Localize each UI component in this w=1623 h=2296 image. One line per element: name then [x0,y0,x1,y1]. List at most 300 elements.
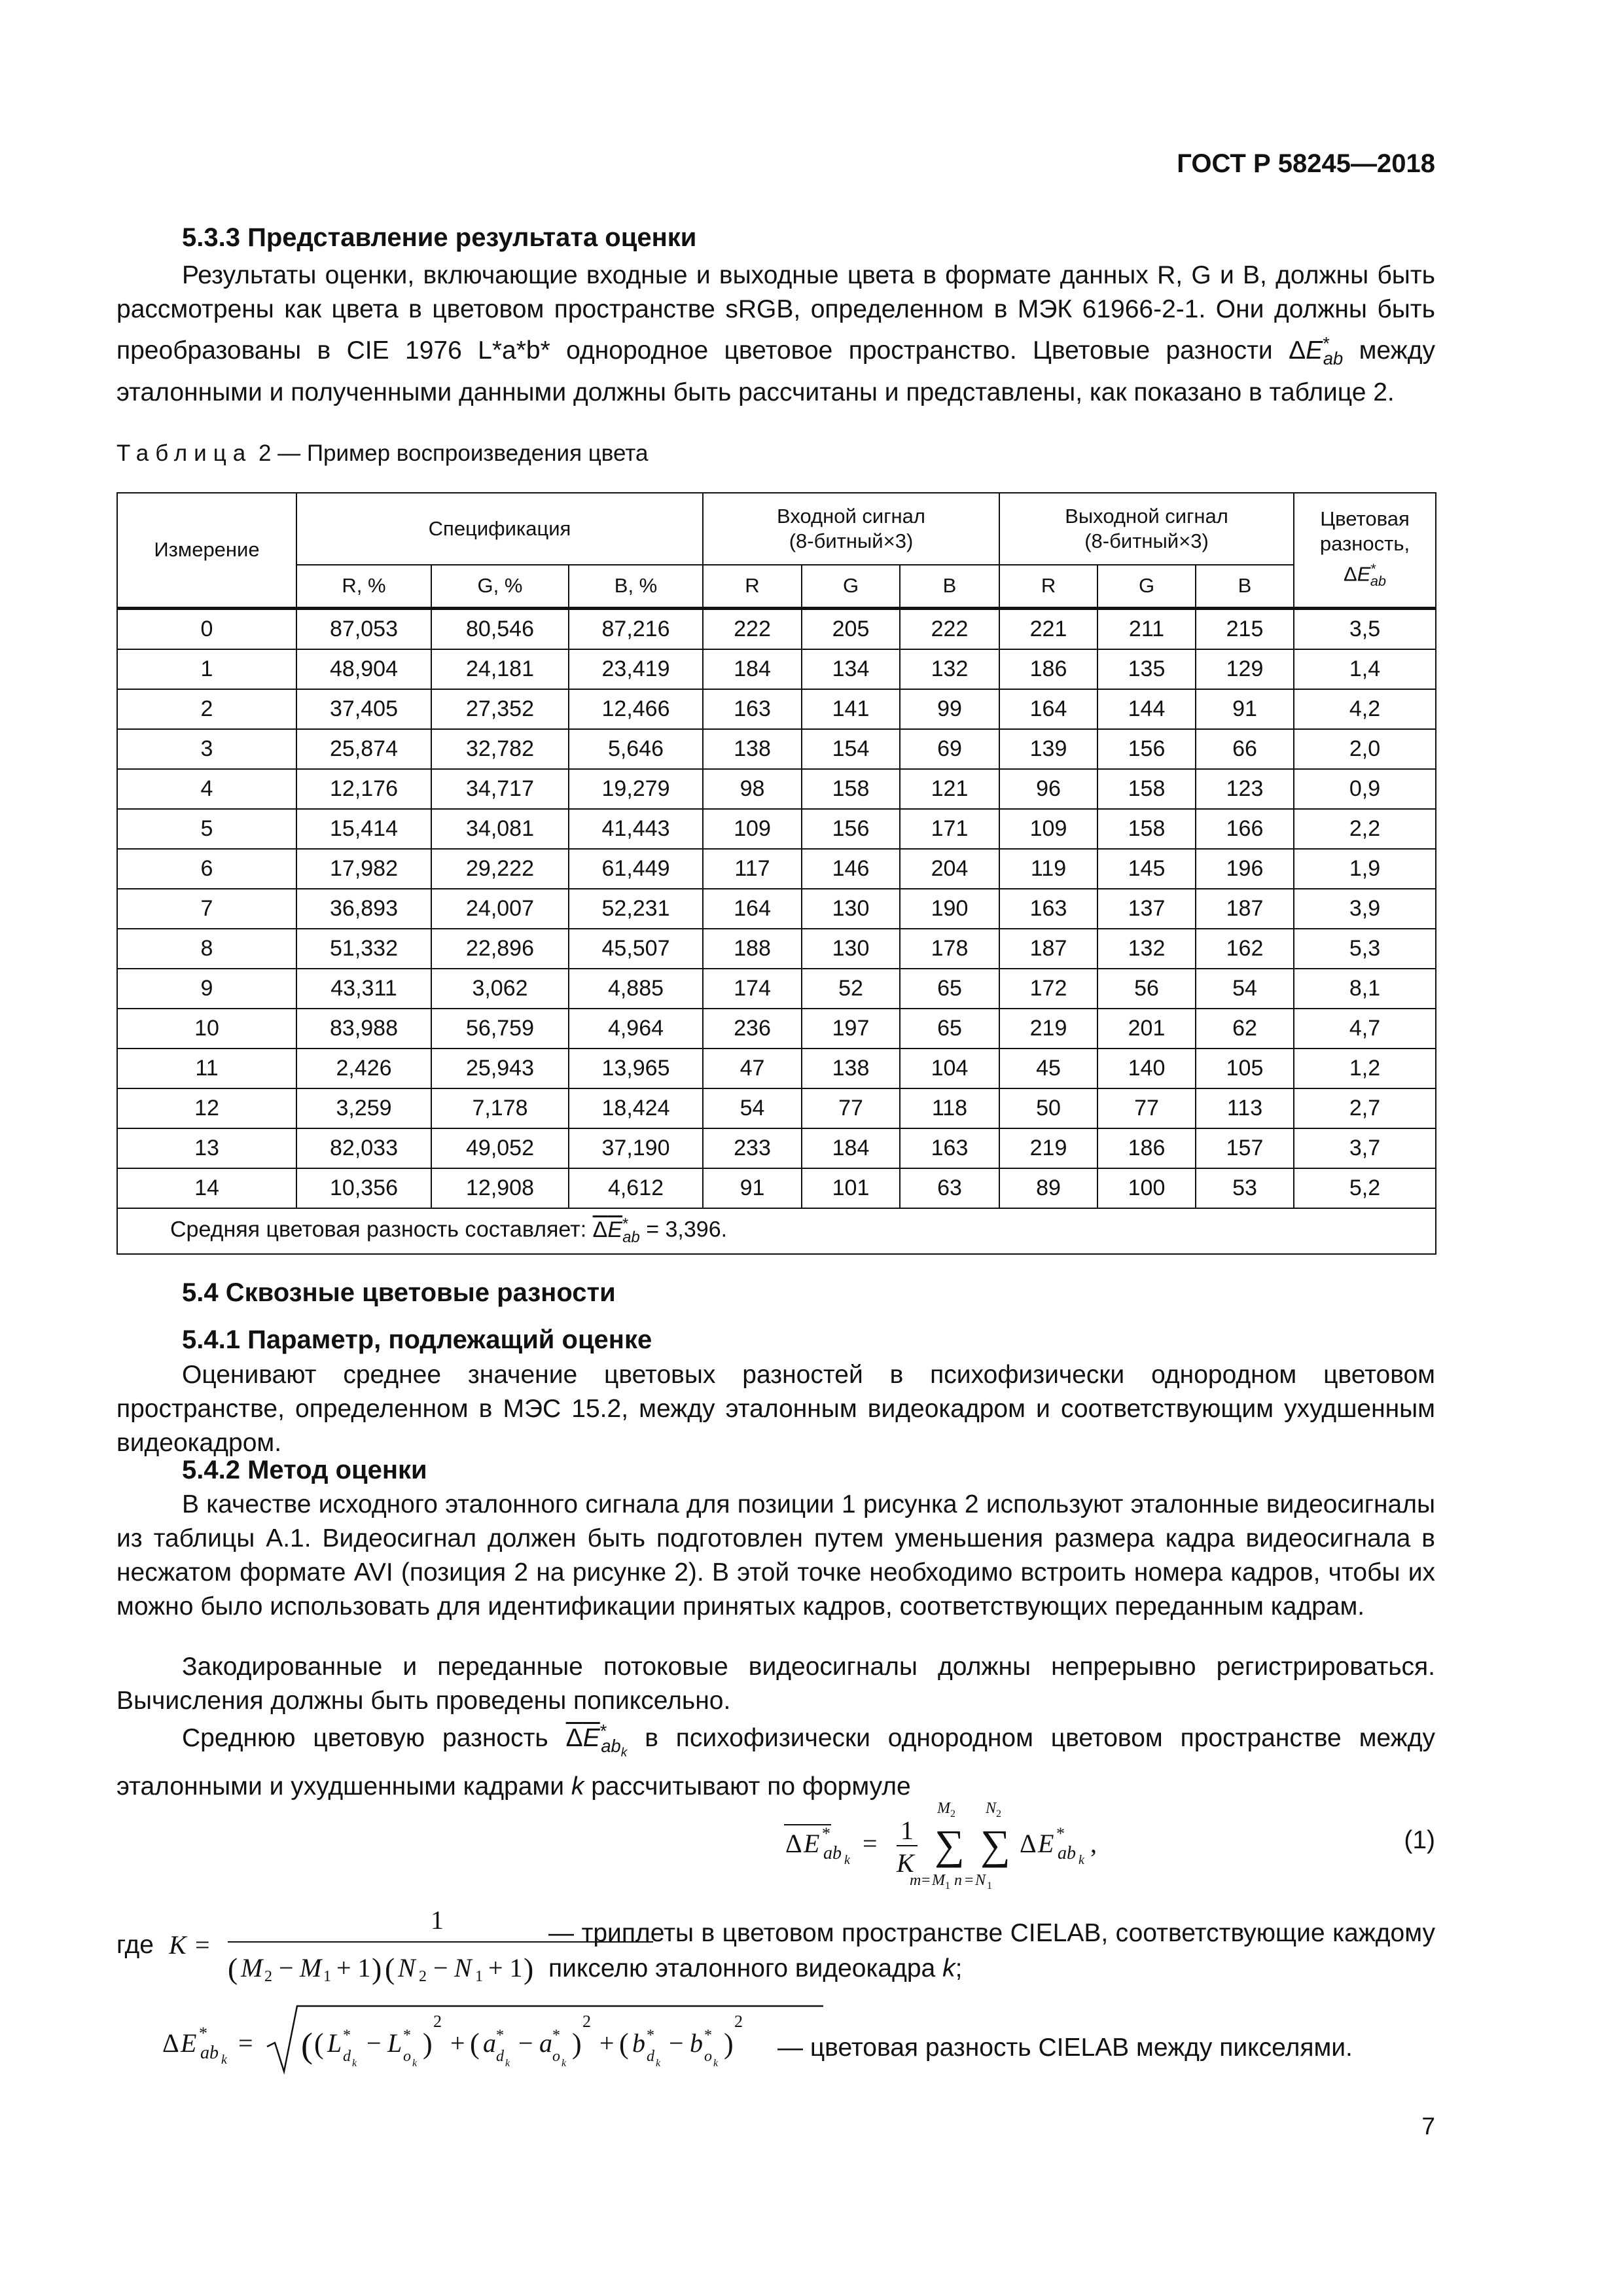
table-cell: 188 [703,929,802,969]
table-cell: 52,231 [569,889,703,929]
svg-text:K: K [169,1930,187,1960]
table-cell: 99 [900,689,999,729]
section-5-4-1-body: Оценивают среднее значение цветовых разностей в психофизически однородном цветовом пространстве, определенном в МЭС 15.2, между эталонным видеокадром и соответствующим ухудшенным видеокадром. [116,1361,1435,1457]
table-cell: 4,964 [569,1009,703,1049]
table-cell: 9 [117,969,296,1009]
svg-text:∑: ∑ [980,1821,1010,1868]
svg-text:): ) [524,1952,534,1985]
header-output-b: B [1196,565,1294,608]
table-cell: 91 [1196,689,1294,729]
svg-text:*: * [647,2027,654,2044]
table-caption-text: 2 — Пример воспроизведения цвета [258,440,649,466]
table-cell: 23,419 [569,649,703,689]
header-color-diff [1294,493,1436,608]
where-prefix: где [116,1931,154,1959]
svg-text:1: 1 [987,1880,992,1892]
table-cell: 45,507 [569,929,703,969]
table-cell: 105 [1196,1049,1294,1088]
header-measurement: Измерение [117,493,296,608]
table-cell: 2,7 [1294,1088,1436,1128]
svg-text:k: k [656,2058,661,2069]
section-5-4-2-body3c: рассчитывают по формуле [591,1772,911,1801]
table-cell: 118 [900,1088,999,1128]
svg-text:o: o [704,2048,712,2065]
table-cell: 101 [802,1168,900,1208]
table-cell: 8,1 [1294,969,1436,1009]
svg-text:d: d [496,2048,504,2065]
svg-text:(: ( [314,2028,324,2060]
svg-text:2: 2 [950,1808,955,1820]
delta-e-formula-graphic [162,2000,830,2085]
table-cell: 12 [117,1088,296,1128]
svg-text:(: ( [301,2026,313,2065]
table-cell: 4,885 [569,969,703,1009]
table-cell: 121 [900,769,999,809]
section-5-4-2-body1: В качестве исходного эталонного сигнала для позиции 1 рисунка 2 используют эталонные видеосигналы из таблицы А.1. Видеосигнал должен быть подготовлен путем уменьшения размера кадра видеосигнала в несжатом формате AVI (позиция 2 на рисунке 2). В этой точке необходимо встроить номера кадров, чтобы их можно было использовать для идентификации принятых кадров, соответствующих переданным кадрам. [116,1490,1435,1621]
header-output-r: R [999,565,1097,608]
table-cell: 96 [999,769,1097,809]
formula-1 [666,1787,1190,1892]
table-row [117,969,1436,1009]
table-row [117,608,1436,649]
svg-text:L: L [387,2028,402,2058]
table-cell: 1 [117,649,296,689]
table-cell: 34,081 [431,809,569,849]
svg-text:M: M [241,1953,263,1982]
svg-text:(: ( [619,2028,629,2060]
svg-text:o: o [403,2048,411,2065]
table-cell: 205 [802,608,900,649]
svg-text:M: M [300,1953,322,1982]
table-cell: 132 [1097,929,1196,969]
table-cell: 197 [802,1009,900,1049]
table-cell: 222 [900,608,999,649]
svg-text:*: * [552,2027,560,2044]
table-cell: 186 [999,649,1097,689]
table-cell: 141 [802,689,900,729]
table-cell: 135 [1097,649,1196,689]
svg-text:+ 1: + 1 [488,1953,523,1982]
header-input-g: G [802,565,900,608]
table-cell: 137 [1097,889,1196,929]
table-row [117,809,1436,849]
svg-text:a: a [483,2028,496,2058]
section-5-3-3-text [116,259,1435,410]
color-reproduction-table [116,492,1436,1255]
table-cell: 25,874 [296,729,431,769]
svg-text:N: N [975,1872,986,1889]
table-cell: 17,982 [296,849,431,889]
svg-text:2: 2 [264,1968,272,1985]
svg-text:=: = [863,1829,878,1858]
table-cell: 24,181 [431,649,569,689]
svg-text:2: 2 [996,1808,1001,1820]
table-cell: 219 [999,1128,1097,1168]
section-5-3-3-text-a: Результаты оценки, включающие входные и выходные цвета в формате данных R, G и B, должны быть рассмотрены как цвета в цветовом пространстве sRGB, определенном в МЭК 61966-2-1. Они должны быть преобразованы в CIE 1976 L*a*b* однородное цветовое пространство. Цветовые разности [116,261,1435,365]
header-diff-line2: разность, [1319,531,1410,555]
svg-text:): ) [423,2028,433,2060]
frame-k-var: k [571,1772,584,1801]
svg-text:1: 1 [475,1968,483,1985]
table-cell: 41,443 [569,809,703,849]
table-cell: 236 [703,1009,802,1049]
table-cell: 37,190 [569,1128,703,1168]
table-cell: 3,5 [1294,608,1436,649]
table-cell: 52 [802,969,900,1009]
table-cell: 138 [703,729,802,769]
table-cell: 140 [1097,1049,1196,1088]
table-cell: 18,424 [569,1088,703,1128]
table-row [117,889,1436,929]
svg-text:=: = [965,1872,974,1889]
svg-text:N: N [454,1953,472,1982]
table-cell: 233 [703,1128,802,1168]
table-cell: 163 [703,689,802,729]
table-cell: 186 [1097,1128,1196,1168]
header-output-g: G [1097,565,1196,608]
table-cell: 63 [900,1168,999,1208]
svg-text:Δ: Δ [162,2028,179,2058]
svg-text:ab: ab [823,1843,842,1863]
svg-text:): ) [572,2028,582,2060]
table-row [117,769,1436,809]
table-cell: 2 [117,689,296,729]
table-cell: 215 [1196,608,1294,649]
svg-text:=: = [921,1872,931,1889]
delta-e-definition [116,2000,1435,2085]
table-cell: 6 [117,849,296,889]
table-cell: 171 [900,809,999,849]
table-row [117,1088,1436,1128]
svg-text:N: N [986,1800,997,1817]
table-cell: 13 [117,1128,296,1168]
svg-text:=: = [238,2028,253,2058]
section-5-3-3-text-b: между эталонными и полученными данными должны быть рассчитаны и представлены, как показано в таблице 2. [116,336,1435,406]
table-cell: 7,178 [431,1088,569,1128]
table-cell: 53 [1196,1168,1294,1208]
table-cell: 123 [1196,769,1294,809]
table-cell: 8 [117,929,296,969]
table-cell: 51,332 [296,929,431,969]
svg-text:o: o [552,2048,560,2065]
table-cell: 29,222 [431,849,569,889]
svg-text:∑: ∑ [935,1821,965,1868]
table-cell: 109 [999,809,1097,849]
svg-text:*: * [704,2027,712,2044]
table-cell: 4,612 [569,1168,703,1208]
svg-text:*: * [403,2027,411,2044]
header-input-line2: (8-битный×3) [789,529,914,552]
table-cell: 178 [900,929,999,969]
table-cell: 5,646 [569,729,703,769]
table-cell: 5,3 [1294,929,1436,969]
k-description [548,1916,1435,1986]
table-cell: 4,7 [1294,1009,1436,1049]
header-input [703,493,999,565]
table-cell: 109 [703,809,802,849]
svg-text:+: + [450,2028,465,2058]
table-cell: 164 [999,689,1097,729]
table-cell: 48,904 [296,649,431,689]
k-description-var: k [942,1954,955,1982]
table-cell: 15,414 [296,809,431,849]
table-cell: 32,782 [431,729,569,769]
svg-text:*: * [1056,1824,1065,1843]
table-cell: 83,988 [296,1009,431,1049]
table-cell: 69 [900,729,999,769]
svg-text:−: − [433,1953,448,1982]
table-cell: 100 [1097,1168,1196,1208]
table-cell: 130 [802,929,900,969]
table-cell: 98 [703,769,802,809]
table-cell: 45 [999,1049,1097,1088]
table-cell: 66 [1196,729,1294,769]
table-cell: 36,893 [296,889,431,929]
svg-text:(: ( [228,1952,238,1985]
table-cell: 49,052 [431,1128,569,1168]
header-diff-line1: Цветовая [1320,507,1410,530]
table-cell: 222 [703,608,802,649]
table-row [117,849,1436,889]
table-cell: 12,176 [296,769,431,809]
table-cell: 77 [1097,1088,1196,1128]
table-cell: 172 [999,969,1097,1009]
header-spec-g: G, % [431,565,569,608]
svg-text:−: − [366,2028,382,2058]
svg-text:K: K [897,1848,914,1878]
table-cell: 0 [117,608,296,649]
table-caption [116,440,648,467]
table-cell: 117 [703,849,802,889]
table-cell: 113 [1196,1088,1294,1128]
table-cell: 187 [1196,889,1294,929]
table-cell: 190 [900,889,999,929]
table-cell: 37,405 [296,689,431,729]
header-input-line1: Входной сигнал [777,505,925,528]
section-5-4-2-body3a: Среднюю цветовую разность [182,1724,548,1752]
table-cell: 5 [117,809,296,849]
table-cell: 158 [1097,769,1196,809]
document-id: ГОСТ Р 58245—2018 [1177,149,1435,178]
table-note [117,1208,1436,1254]
table-cell: 1,4 [1294,649,1436,689]
table-caption-label: Таблица [116,440,253,466]
header-output-line2: (8-битный×3) [1084,529,1209,552]
table-cell: 174 [703,969,802,1009]
delta-e-description: — цветовая разность CIELAB между пикселями. [777,2034,1353,2062]
table-cell: 2,426 [296,1049,431,1088]
svg-text:k: k [562,2058,567,2069]
table-cell: 65 [900,1009,999,1049]
svg-text:−: − [279,1953,294,1982]
table-row [117,1049,1436,1088]
svg-text:k: k [713,2058,719,2069]
table-cell: 13,965 [569,1049,703,1088]
table-row [117,649,1436,689]
table-cell: 204 [900,849,999,889]
table-cell: 201 [1097,1009,1196,1049]
svg-text:a: a [539,2028,552,2058]
svg-text:Δ: Δ [1020,1829,1037,1858]
svg-text:M: M [937,1800,950,1817]
table-cell: 154 [802,729,900,769]
table-cell: 130 [802,889,900,929]
svg-text:d: d [647,2048,654,2065]
table-cell: 4 [117,769,296,809]
svg-text:k: k [844,1853,850,1867]
table-cell: 12,466 [569,689,703,729]
section-5-4-title: 5.4 Сквозные цветовые разности [182,1278,616,1307]
table-cell: 119 [999,849,1097,889]
svg-text:−: − [669,2028,684,2058]
table-cell: 138 [802,1049,900,1088]
table-cell: 89 [999,1168,1097,1208]
table-cell: 139 [999,729,1097,769]
table-cell: 4,2 [1294,689,1436,729]
svg-text:*: * [496,2027,504,2044]
table-cell: 10,356 [296,1168,431,1208]
table-cell: 24,007 [431,889,569,929]
svg-text:k: k [412,2058,418,2069]
table-cell: 3,7 [1294,1128,1436,1168]
svg-text:E: E [804,1829,820,1858]
table-cell: 157 [1196,1128,1294,1168]
svg-text:k: k [1079,1853,1084,1867]
table-cell: 104 [900,1049,999,1088]
table-note-value: = 3,396. [646,1217,728,1242]
k-description-end: ; [955,1954,963,1982]
table-cell: 91 [703,1168,802,1208]
svg-text:,: , [1090,1829,1097,1858]
svg-text:k: k [352,2058,357,2069]
section-5-4-2-text2 [116,1650,1435,1718]
table-row [117,1009,1436,1049]
svg-text:ab: ab [1058,1843,1076,1863]
table-cell: 11 [117,1049,296,1088]
k-description-text: — триплеты в цветовом пространстве CIELAB, соответствующие каждому пикселю эталонного видеокадра [548,1919,1435,1982]
table-cell: 129 [1196,649,1294,689]
table-cell: 145 [1097,849,1196,889]
table-cell: 163 [999,889,1097,929]
table-cell: 211 [1097,608,1196,649]
table-cell: 162 [1196,929,1294,969]
table-cell: 219 [999,1009,1097,1049]
table-cell: 14 [117,1168,296,1208]
table-cell: 156 [802,809,900,849]
svg-text:2: 2 [734,2012,743,2031]
table-cell: 43,311 [296,969,431,1009]
table-cell: 25,943 [431,1049,569,1088]
section-5-4-1-title: 5.4.1 Параметр, подлежащий оценке [182,1325,652,1354]
svg-text:*: * [199,2024,207,2043]
table-cell: 56,759 [431,1009,569,1049]
table-cell: 27,352 [431,689,569,729]
svg-text:m: m [910,1872,921,1889]
table-cell: 1,2 [1294,1049,1436,1088]
table-cell: 19,279 [569,769,703,809]
svg-text:n: n [954,1872,962,1889]
table-cell: 146 [802,849,900,889]
table-row [117,729,1436,769]
section-5-4-2-body3b: в психофизически однородном цветовом пространстве между эталонными и ухудшенными кадрами [116,1724,1436,1801]
formula-1-graphic [666,1787,1190,1892]
header-output [999,493,1294,565]
svg-text:d: d [343,2048,351,2065]
svg-text:): ) [724,2028,734,2060]
svg-text:1: 1 [431,1905,444,1935]
svg-text:1: 1 [945,1880,950,1892]
mean-delta-e-k-symbol: $\Delta E^*_{ab_k}$ [565,1721,628,1760]
table-cell: 87,053 [296,608,431,649]
table-cell: 221 [999,608,1097,649]
section-5-4-2-text1 [116,1488,1435,1624]
svg-text:k: k [505,2058,510,2069]
svg-text:1: 1 [901,1816,914,1845]
table-cell: 56 [1097,969,1196,1009]
section-5-4-2-title: 5.4.2 Метод оценки [182,1456,427,1484]
svg-text:2: 2 [433,2012,442,2031]
mean-delta-e-symbol: $\Delta E^*_{ab}$ [592,1215,640,1246]
svg-text:1: 1 [323,1968,331,1985]
svg-text:ab: ab [200,2043,219,2063]
svg-text:−: − [518,2028,533,2058]
table-cell: 82,033 [296,1128,431,1168]
svg-text:b: b [632,2028,645,2058]
table-row [117,689,1436,729]
table-cell: 196 [1196,849,1294,889]
header-output-line1: Выходной сигнал [1065,505,1228,528]
table-cell: 62 [1196,1009,1294,1049]
table-row [117,929,1436,969]
svg-text:+: + [599,2028,615,2058]
section-5-3-3-title: 5.3.3 Представление результата оценки [182,223,697,252]
table-cell: 163 [900,1128,999,1168]
table-cell: 54 [703,1088,802,1128]
svg-text:N: N [398,1953,416,1982]
table-cell: 3,259 [296,1088,431,1128]
table-cell: 65 [900,969,999,1009]
header-diff-symbol: $\Delta E^*_{ab}$ [1344,560,1386,589]
table-cell: 164 [703,889,802,929]
page-number: 7 [1421,2113,1435,2140]
table-cell: 10 [117,1009,296,1049]
table-cell: 0,9 [1294,769,1436,809]
table-cell: 77 [802,1088,900,1128]
table-cell: 166 [1196,809,1294,849]
table-cell: 187 [999,929,1097,969]
table-cell: 2,2 [1294,809,1436,849]
header-spec-r: R, % [296,565,431,608]
table-cell: 5,2 [1294,1168,1436,1208]
svg-text:(: ( [385,1952,395,1985]
header-input-r: R [703,565,802,608]
table-cell: 1,9 [1294,849,1436,889]
table-cell: 12,908 [431,1168,569,1208]
svg-text:(: ( [470,2028,480,2060]
svg-text:*: * [343,2027,351,2044]
header-spec-b: B, % [569,565,703,608]
table-cell: 54 [1196,969,1294,1009]
table-cell: 50 [999,1088,1097,1128]
formula-1-number: (1) [1404,1826,1435,1854]
svg-text:2: 2 [419,1968,427,1985]
svg-text:=: = [195,1930,210,1960]
header-spec: Спецификация [296,493,703,565]
svg-text:E: E [181,2028,197,2058]
table-cell: 7 [117,889,296,929]
table-cell: 144 [1097,689,1196,729]
table-cell: 3,062 [431,969,569,1009]
